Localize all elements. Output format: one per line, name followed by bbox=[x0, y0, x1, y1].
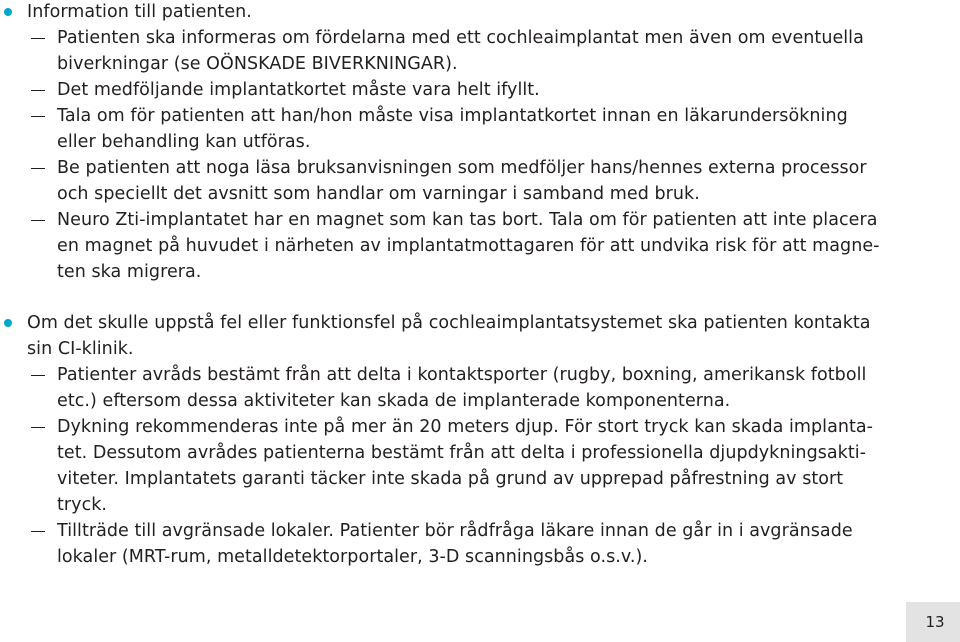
bullet-heading bbox=[0, 0, 900, 25]
list-item-line: en magnet på huvudet i närheten av implantatmottagaren för att undvika risk för att magne- bbox=[57, 236, 880, 256]
dash-icon bbox=[31, 90, 45, 91]
page-number-box bbox=[906, 602, 960, 642]
list-item-line: Patienter avråds bestämt från att delta i kontaktsporter (rugby, boxning, amerikansk fotboll bbox=[57, 365, 867, 385]
list-item-line: Be patienten att noga läsa bruksanvisningen som medföljer hans/hennes externa processor bbox=[57, 158, 867, 178]
list-item bbox=[0, 155, 900, 207]
list-item-line: biverkningar (se OÖNSKADE BIVERKNINGAR). bbox=[57, 54, 458, 74]
bullet-heading bbox=[0, 310, 900, 362]
heading-line: Information till patienten. bbox=[27, 2, 252, 22]
list-item-line: Tala om för patienten att han/hon måste visa implantatkortet innan en läkarundersökning bbox=[57, 106, 848, 126]
list-item-line: Dykning rekommenderas inte på mer än 20 meters djup. För stort tryck kan skada implanta- bbox=[57, 417, 874, 437]
bullet-section-patient-information bbox=[0, 0, 900, 285]
list-item-line: Patienten ska informeras om fördelarna med ett cochleaimplantat men även om eventuella bbox=[57, 28, 864, 48]
page-number: 13 bbox=[925, 613, 945, 631]
bullet-section-malfunction bbox=[0, 310, 900, 570]
list-item-line: Tillträde till avgränsade lokaler. Patienter bör rådfråga läkare innan de går in i avgränsade bbox=[57, 521, 853, 541]
dash-icon bbox=[31, 168, 45, 169]
list-item-line: ten ska migrera. bbox=[57, 262, 202, 282]
list-item bbox=[0, 77, 900, 103]
list-item-line: tet. Dessutom avrådes patienterna bestämt från att delta i professionella djupdykningsakti- bbox=[57, 443, 867, 463]
list-item-line: och speciellt det avsnitt som handlar om varningar i samband med bruk. bbox=[57, 184, 700, 204]
dash-icon bbox=[31, 531, 45, 532]
dash-icon bbox=[31, 38, 45, 39]
list-item bbox=[0, 362, 900, 414]
list-item-line: eller behandling kan utföras. bbox=[57, 132, 311, 152]
dash-icon bbox=[31, 427, 45, 428]
list-item bbox=[0, 414, 900, 518]
heading-line: Om det skulle uppstå fel eller funktionsfel på cochleaimplantatsystemet ska patienten kontakta bbox=[27, 313, 871, 333]
dash-icon bbox=[31, 116, 45, 117]
dash-icon bbox=[31, 375, 45, 376]
list-item bbox=[0, 25, 900, 77]
list-item-line: lokaler (MRT-rum, metalldetektorportaler, 3-D scanningsbås o.s.v.). bbox=[57, 547, 649, 567]
list-item-line: viteter. Implantatets garanti täcker inte skada på grund av upprepad påfrestning av stort bbox=[57, 469, 844, 489]
list-item bbox=[0, 518, 900, 570]
heading-line: sin CI-klinik. bbox=[27, 339, 134, 359]
list-item-line: Neuro Zti-implantatet har en magnet som kan tas bort. Tala om för patienten att inte placera bbox=[57, 210, 878, 230]
dash-icon bbox=[31, 220, 45, 221]
bullet-dot-icon bbox=[4, 319, 12, 327]
bullet-dot-icon bbox=[4, 8, 12, 16]
list-item bbox=[0, 207, 900, 285]
list-item-line: Det medföljande implantatkortet måste vara helt ifyllt. bbox=[57, 80, 540, 100]
list-item-line: tryck. bbox=[57, 495, 108, 515]
list-item bbox=[0, 103, 900, 155]
list-item-line: etc.) eftersom dessa aktiviteter kan skada de implanterade komponenterna. bbox=[57, 391, 731, 411]
